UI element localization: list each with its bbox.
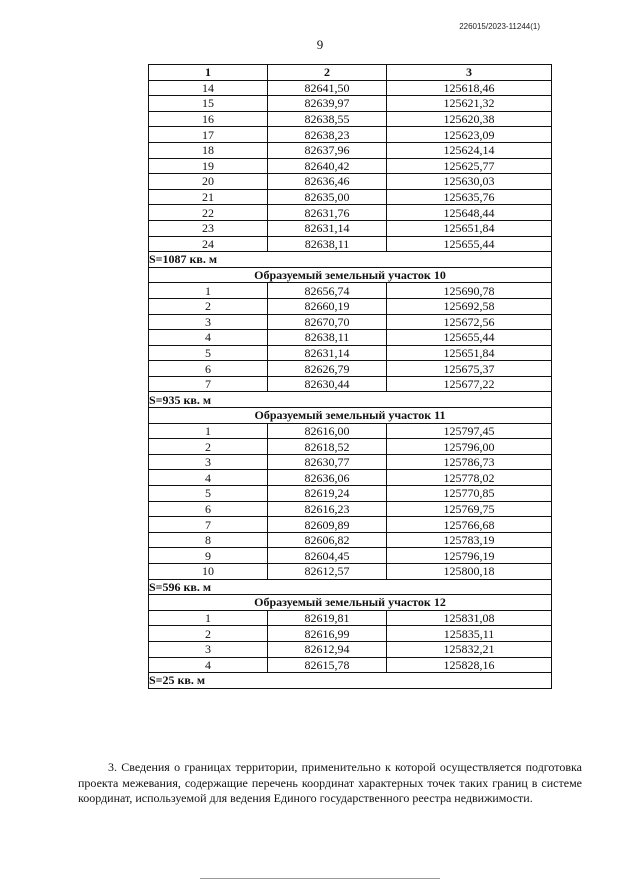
table-row (149, 454, 552, 470)
section-title-row (149, 595, 552, 611)
table-row (149, 345, 552, 361)
y-coordinate-cell: 125677,22 (387, 376, 552, 392)
y-coordinate-cell: 125800,18 (387, 564, 552, 580)
point-number-cell: 24 (149, 236, 268, 252)
x-coordinate-cell: 82616,99 (268, 626, 387, 642)
x-coordinate-cell: 82615,78 (268, 657, 387, 673)
table-row (149, 236, 552, 252)
y-coordinate-cell: 125623,09 (387, 127, 552, 143)
table-row (149, 439, 552, 455)
point-number-cell: 9 (149, 548, 268, 564)
table-row (149, 376, 552, 392)
table-row (149, 174, 552, 190)
x-coordinate-cell: 82636,46 (268, 174, 387, 190)
x-coordinate-cell: 82638,11 (268, 330, 387, 346)
coordinates-table (148, 64, 552, 689)
point-number-cell: 6 (149, 501, 268, 517)
table-row (149, 314, 552, 330)
y-coordinate-cell: 125630,03 (387, 174, 552, 190)
paragraph-text: 3. Сведения о границах территории, применительно к которой осуществляется подготовка проекта межевания, содержащие перечень координат характерных точек таких границ в системе координат, используемой для ведения Единого государственного реестра недвижимости. (78, 760, 582, 805)
point-number-cell: 14 (149, 80, 268, 96)
point-number-cell: 10 (149, 564, 268, 580)
area-cell: S=25 кв. м (149, 673, 552, 689)
area-row (149, 252, 552, 268)
y-coordinate-cell: 125635,76 (387, 189, 552, 205)
point-number-cell: 1 (149, 283, 268, 299)
x-coordinate-cell: 82616,23 (268, 501, 387, 517)
point-number-cell: 3 (149, 454, 268, 470)
y-coordinate-cell: 125690,78 (387, 283, 552, 299)
x-coordinate-cell: 82640,42 (268, 158, 387, 174)
area-row (149, 392, 552, 408)
point-number-cell: 20 (149, 174, 268, 190)
section-paragraph (78, 760, 582, 807)
y-coordinate-cell: 125797,45 (387, 423, 552, 439)
point-number-cell: 2 (149, 626, 268, 642)
page-number: 9 (316, 37, 324, 52)
y-coordinate-cell: 125783,19 (387, 532, 552, 548)
y-coordinate-cell: 125624,14 (387, 142, 552, 158)
y-coordinate-cell: 125835,11 (387, 626, 552, 642)
x-coordinate-cell: 82630,44 (268, 376, 387, 392)
x-coordinate-cell: 82619,81 (268, 610, 387, 626)
x-coordinate-cell: 82609,89 (268, 517, 387, 533)
table-row (149, 641, 552, 657)
column-header-3: 3 (387, 65, 552, 81)
y-coordinate-cell: 125796,19 (387, 548, 552, 564)
x-coordinate-cell: 82638,55 (268, 111, 387, 127)
table-header-row (149, 65, 552, 81)
point-number-cell: 3 (149, 314, 268, 330)
table-row (149, 96, 552, 112)
area-row (149, 673, 552, 689)
point-number-cell: 1 (149, 610, 268, 626)
section-title-cell: Образуемый земельный участок 11 (149, 408, 552, 424)
y-coordinate-cell: 125675,37 (387, 361, 552, 377)
table-row (149, 517, 552, 533)
table-row (149, 158, 552, 174)
y-coordinate-cell: 125831,08 (387, 610, 552, 626)
table-row (149, 361, 552, 377)
x-coordinate-cell: 82638,23 (268, 127, 387, 143)
x-coordinate-cell: 82637,96 (268, 142, 387, 158)
x-coordinate-cell: 82604,45 (268, 548, 387, 564)
point-number-cell: 15 (149, 96, 268, 112)
table-row (149, 220, 552, 236)
x-coordinate-cell: 82635,00 (268, 189, 387, 205)
x-coordinate-cell: 82618,52 (268, 439, 387, 455)
table-row (149, 532, 552, 548)
area-row (149, 579, 552, 595)
y-coordinate-cell: 125621,32 (387, 96, 552, 112)
y-coordinate-cell: 125620,38 (387, 111, 552, 127)
point-number-cell: 16 (149, 111, 268, 127)
point-number-cell: 4 (149, 470, 268, 486)
x-coordinate-cell: 82670,70 (268, 314, 387, 330)
table-row (149, 626, 552, 642)
point-number-cell: 19 (149, 158, 268, 174)
point-number-cell: 4 (149, 330, 268, 346)
table-row (149, 111, 552, 127)
point-number-cell: 22 (149, 205, 268, 221)
point-number-cell: 1 (149, 423, 268, 439)
table-row (149, 127, 552, 143)
x-coordinate-cell: 82612,57 (268, 564, 387, 580)
table-row (149, 80, 552, 96)
x-coordinate-cell: 82641,50 (268, 80, 387, 96)
point-number-cell: 6 (149, 361, 268, 377)
x-coordinate-cell: 82660,19 (268, 298, 387, 314)
point-number-cell: 4 (149, 657, 268, 673)
section-title-cell: Образуемый земельный участок 10 (149, 267, 552, 283)
table-row (149, 330, 552, 346)
y-coordinate-cell: 125651,84 (387, 220, 552, 236)
table-row (149, 548, 552, 564)
x-coordinate-cell: 82631,76 (268, 205, 387, 221)
column-header-1: 1 (149, 65, 268, 81)
y-coordinate-cell: 125828,16 (387, 657, 552, 673)
y-coordinate-cell: 125655,44 (387, 330, 552, 346)
y-coordinate-cell: 125786,73 (387, 454, 552, 470)
x-coordinate-cell: 82631,14 (268, 345, 387, 361)
point-number-cell: 3 (149, 641, 268, 657)
y-coordinate-cell: 125618,46 (387, 80, 552, 96)
table-row (149, 610, 552, 626)
y-coordinate-cell: 125672,56 (387, 314, 552, 330)
point-number-cell: 18 (149, 142, 268, 158)
section-title-cell: Образуемый земельный участок 12 (149, 595, 552, 611)
column-header-2: 2 (268, 65, 387, 81)
y-coordinate-cell: 125770,85 (387, 486, 552, 502)
footer-divider (200, 878, 440, 879)
x-coordinate-cell: 82626,79 (268, 361, 387, 377)
point-number-cell: 5 (149, 486, 268, 502)
y-coordinate-cell: 125655,44 (387, 236, 552, 252)
x-coordinate-cell: 82606,82 (268, 532, 387, 548)
section-title-row (149, 267, 552, 283)
table-row (149, 657, 552, 673)
y-coordinate-cell: 125778,02 (387, 470, 552, 486)
table-row (149, 423, 552, 439)
y-coordinate-cell: 125769,75 (387, 501, 552, 517)
table-body (149, 80, 552, 688)
table-row (149, 470, 552, 486)
point-number-cell: 2 (149, 298, 268, 314)
table-row (149, 298, 552, 314)
table-row (149, 189, 552, 205)
point-number-cell: 21 (149, 189, 268, 205)
area-cell: S=935 кв. м (149, 392, 552, 408)
y-coordinate-cell: 125766,68 (387, 517, 552, 533)
x-coordinate-cell: 82616,00 (268, 423, 387, 439)
x-coordinate-cell: 82639,97 (268, 96, 387, 112)
table-row (149, 142, 552, 158)
document-number: 226015/2023-11244(1) (459, 22, 540, 31)
x-coordinate-cell: 82656,74 (268, 283, 387, 299)
x-coordinate-cell: 82612,94 (268, 641, 387, 657)
table-row (149, 486, 552, 502)
section-title-row (149, 408, 552, 424)
x-coordinate-cell: 82631,14 (268, 220, 387, 236)
area-cell: S=596 кв. м (149, 579, 552, 595)
area-cell: S=1087 кв. м (149, 252, 552, 268)
y-coordinate-cell: 125796,00 (387, 439, 552, 455)
point-number-cell: 7 (149, 517, 268, 533)
x-coordinate-cell: 82630,77 (268, 454, 387, 470)
x-coordinate-cell: 82638,11 (268, 236, 387, 252)
y-coordinate-cell: 125648,44 (387, 205, 552, 221)
y-coordinate-cell: 125625,77 (387, 158, 552, 174)
table-row (149, 283, 552, 299)
point-number-cell: 2 (149, 439, 268, 455)
y-coordinate-cell: 125651,84 (387, 345, 552, 361)
table-row (149, 564, 552, 580)
x-coordinate-cell: 82619,24 (268, 486, 387, 502)
point-number-cell: 17 (149, 127, 268, 143)
table-row (149, 501, 552, 517)
table-row (149, 205, 552, 221)
y-coordinate-cell: 125692,58 (387, 298, 552, 314)
point-number-cell: 23 (149, 220, 268, 236)
point-number-cell: 5 (149, 345, 268, 361)
point-number-cell: 7 (149, 376, 268, 392)
point-number-cell: 8 (149, 532, 268, 548)
x-coordinate-cell: 82636,06 (268, 470, 387, 486)
y-coordinate-cell: 125832,21 (387, 641, 552, 657)
